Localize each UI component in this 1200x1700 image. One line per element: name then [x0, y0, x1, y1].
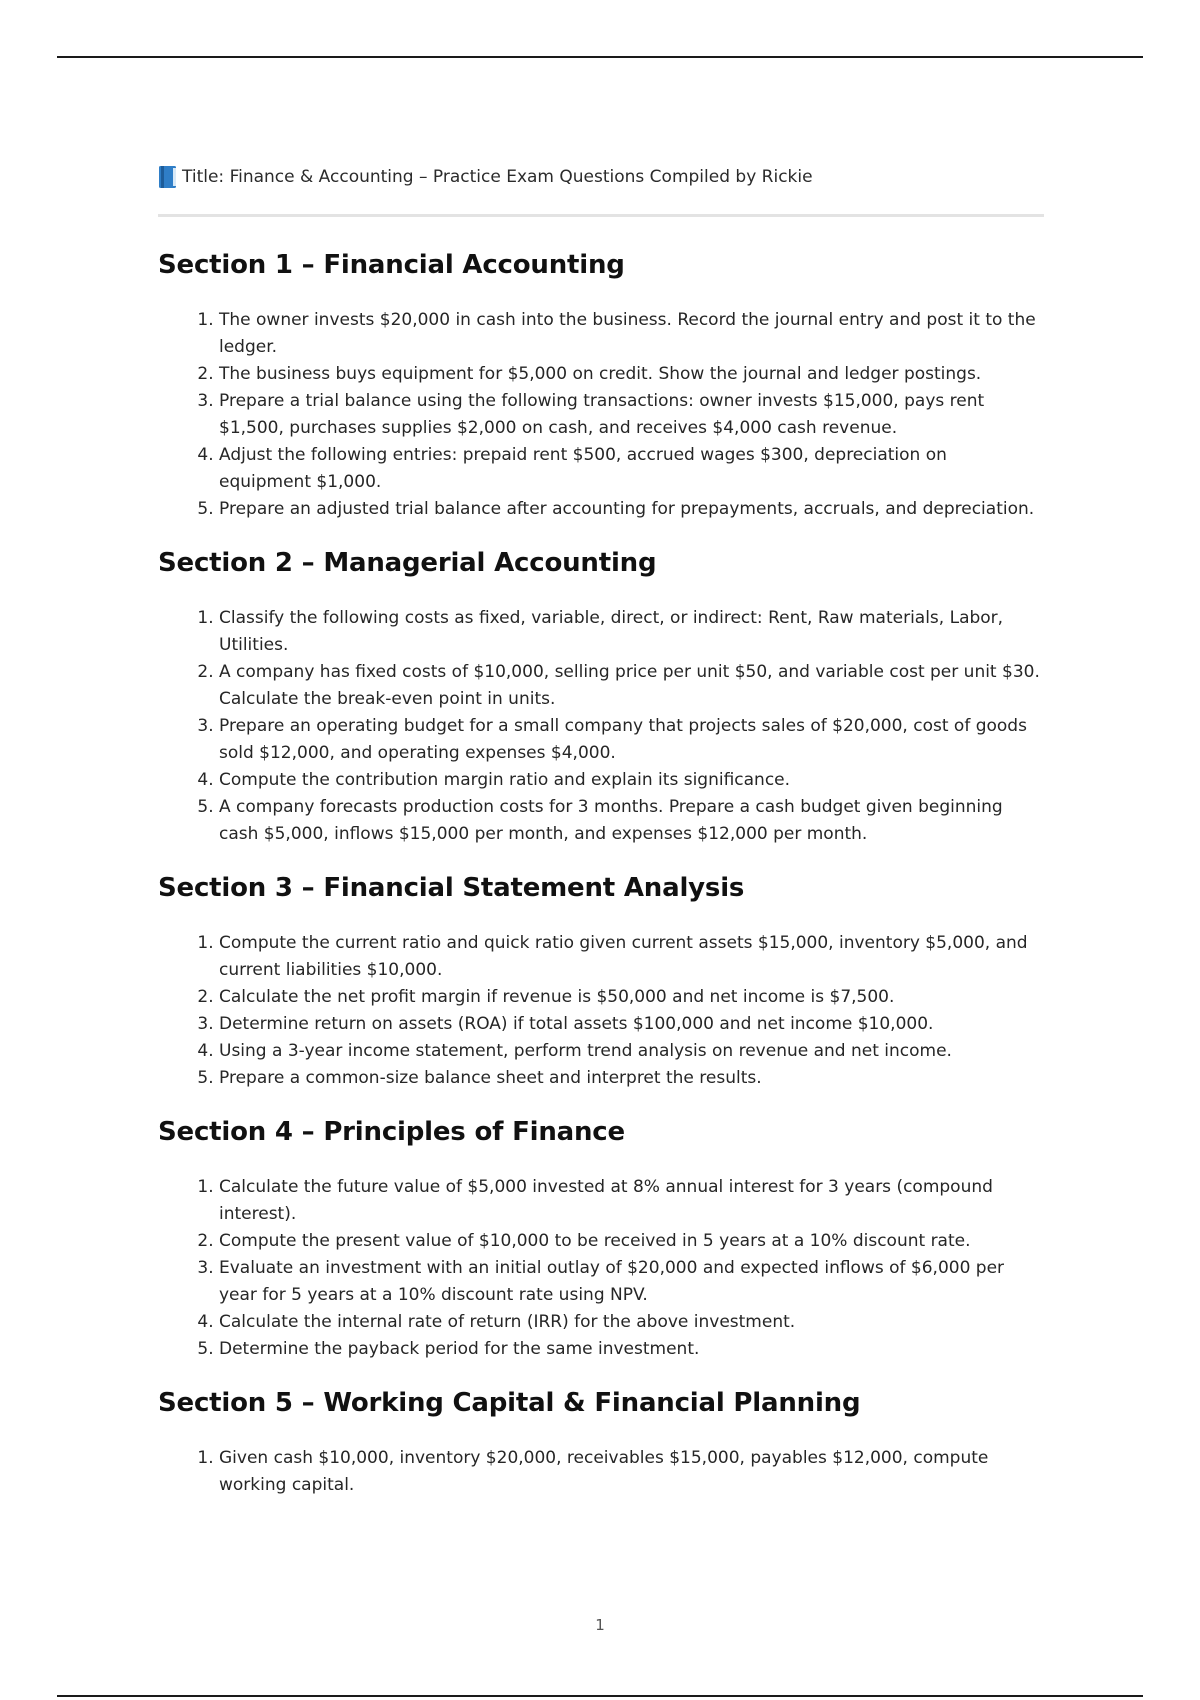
page-number: 1	[595, 1616, 605, 1634]
list-item: 2. Calculate the net profit margin if revenue is $50,000 and net income is $7,500.	[219, 984, 1044, 1011]
list-item: 4. Adjust the following entries: prepaid rent $500, accrued wages $300, depreciation on equipment $1,000.	[219, 442, 1044, 496]
list-item: 2. Compute the present value of $10,000 to be received in 5 years at a 10% discount rate.	[219, 1228, 1044, 1255]
section-1-list	[158, 307, 1044, 523]
list-item: 2. A company has fixed costs of $10,000, selling price per unit $50, and variable cost per unit $30. Calculate the break-even point in units.	[219, 659, 1044, 713]
title-divider	[158, 214, 1044, 217]
top-rule	[57, 56, 1143, 58]
section-2	[158, 548, 1044, 848]
list-item: 1. Given cash $10,000, inventory $20,000, receivables $15,000, payables $12,000, compute working capital.	[219, 1445, 1044, 1499]
section-5	[158, 1388, 1044, 1499]
document-title: Title: Finance & Accounting – Practice Exam Questions Compiled by Rickie	[182, 167, 813, 187]
list-item: 5. Prepare an adjusted trial balance after accounting for prepayments, accruals, and depreciation.	[219, 496, 1044, 523]
section-3-heading: Section 3 – Financial Statement Analysis	[158, 873, 745, 903]
list-item: 5. A company forecasts production costs for 3 months. Prepare a cash budget given beginning cash $5,000, inflows $15,000 per month, and expenses $12,000 per month.	[219, 794, 1044, 848]
list-item: 4. Compute the contribution margin ratio and explain its significance.	[219, 767, 1044, 794]
section-5-list	[158, 1445, 1044, 1499]
list-item: 4. Calculate the internal rate of return (IRR) for the above investment.	[219, 1309, 1044, 1336]
bottom-rule	[57, 1695, 1143, 1697]
blue-book-icon	[158, 165, 178, 189]
list-item: 3. Prepare an operating budget for a small company that projects sales of $20,000, cost of goods sold $12,000, and operating expenses $4,000.	[219, 713, 1044, 767]
section-3-list	[158, 930, 1044, 1092]
section-2-heading: Section 2 – Managerial Accounting	[158, 548, 657, 578]
list-item: 2. The business buys equipment for $5,000 on credit. Show the journal and ledger postings.	[219, 361, 1044, 388]
list-item: 1. The owner invests $20,000 in cash into the business. Record the journal entry and post it to the ledger.	[219, 307, 1044, 361]
section-3	[158, 873, 1044, 1092]
list-item: 3. Determine return on assets (ROA) if total assets $100,000 and net income $10,000.	[219, 1011, 1044, 1038]
section-4	[158, 1117, 1044, 1363]
list-item: 3. Evaluate an investment with an initial outlay of $20,000 and expected inflows of $6,000 per year for 5 years at a 10% discount rate using NPV.	[219, 1255, 1044, 1309]
document-page	[158, 160, 1044, 1499]
list-item: 5. Prepare a common-size balance sheet and interpret the results.	[219, 1065, 1044, 1092]
section-4-list	[158, 1174, 1044, 1363]
section-1-heading: Section 1 – Financial Accounting	[158, 250, 625, 280]
list-item: 1. Classify the following costs as fixed, variable, direct, or indirect: Rent, Raw materials, Labor, Utilities.	[219, 605, 1044, 659]
list-item: 3. Prepare a trial balance using the following transactions: owner invests $15,000, pays rent $1,500, purchases supplies $2,000 on cash, and receives $4,000 cash revenue.	[219, 388, 1044, 442]
list-item: 5. Determine the payback period for the same investment.	[219, 1336, 1044, 1363]
section-5-heading: Section 5 – Working Capital & Financial Planning	[158, 1388, 861, 1418]
list-item: 1. Compute the current ratio and quick ratio given current assets $15,000, inventory $5,000, and current liabilities $10,000.	[219, 930, 1044, 984]
section-1	[158, 250, 1044, 523]
section-4-heading: Section 4 – Principles of Finance	[158, 1117, 625, 1147]
list-item: 4. Using a 3-year income statement, perform trend analysis on revenue and net income.	[219, 1038, 1044, 1065]
document-title-row	[158, 160, 1044, 194]
list-item: 1. Calculate the future value of $5,000 invested at 8% annual interest for 3 years (compound interest).	[219, 1174, 1044, 1228]
section-2-list	[158, 605, 1044, 848]
